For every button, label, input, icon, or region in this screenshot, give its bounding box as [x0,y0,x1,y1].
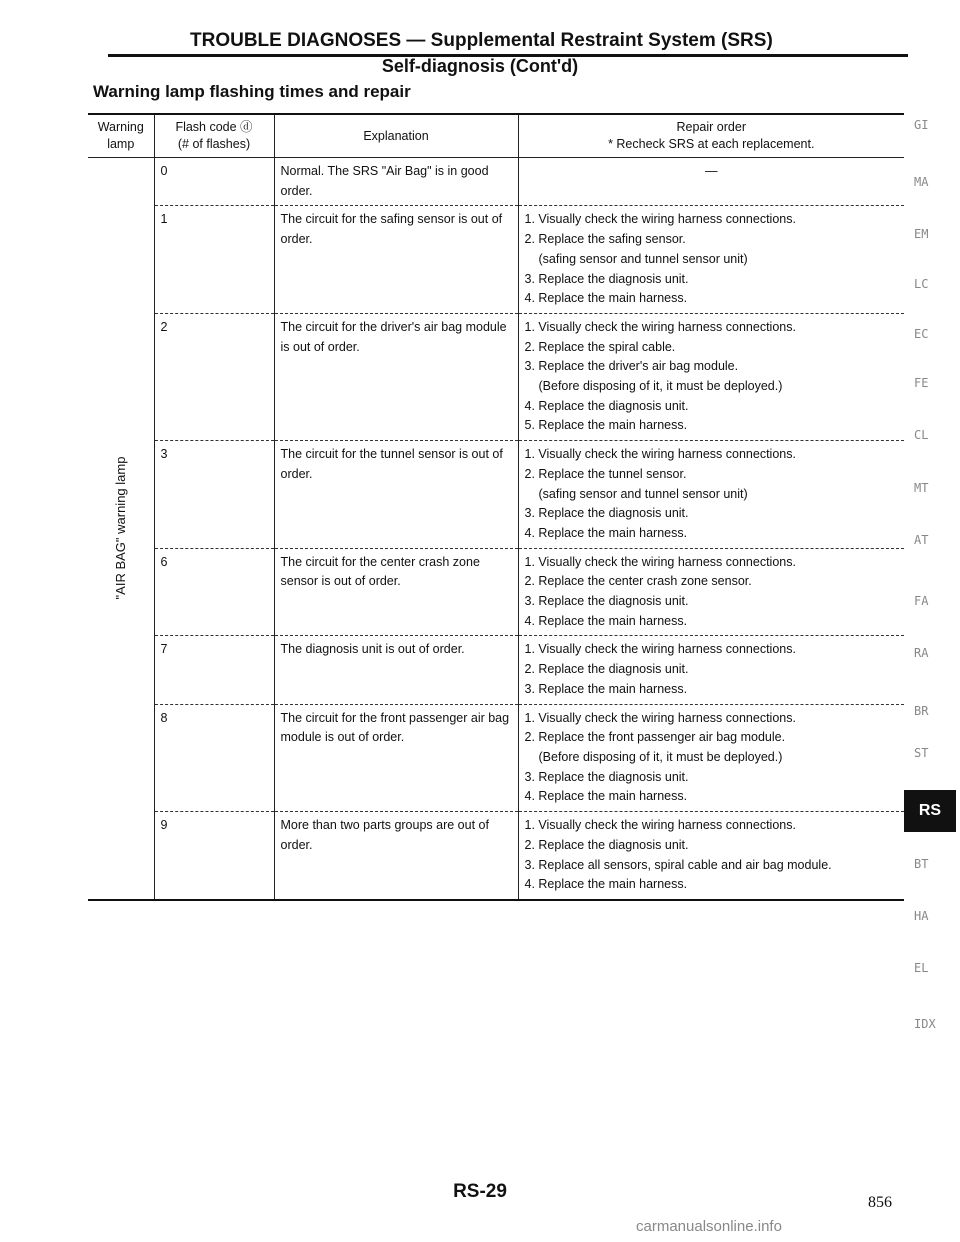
section-tab-ha[interactable]: HA [914,909,929,923]
warning-lamp-label: "AIR BAG" warning lamp [112,457,128,600]
repair-step: 4. Replace the main harness. [524,525,688,540]
section-tab-em[interactable]: EM [914,227,929,241]
repair-step: 2. Replace the front passenger air bag module. [524,730,786,745]
repair-step: 1. Visually check the wiring harness connections. [524,447,796,462]
repair-order-cell [518,548,904,636]
section-tab-bt[interactable]: BT [914,857,929,871]
repair-order-cell [518,441,904,549]
header-repair-order [518,114,904,158]
section-tab-fa[interactable]: FA [914,594,929,608]
header-repair-line1: Repair order [676,120,746,134]
repair-step: 1. Visually check the wiring harness connections. [524,212,796,227]
repair-order-cell [518,812,904,900]
header-explanation: Explanation [274,114,518,158]
explanation-cell: The circuit for the front passenger air bag module is out of order. [274,704,518,812]
section-tab-at[interactable]: AT [914,533,929,547]
repair-step: (safing sensor and tunnel sensor unit) [538,251,748,266]
page-title: TROUBLE DIAGNOSES — Supplemental Restraint System (SRS) [190,30,773,51]
header-flash-code-line2: (# of flashes) [177,137,251,151]
flash-code-table [88,113,904,901]
repair-step: 4. Replace the main harness. [524,877,688,892]
page-number: RS-29 [453,1181,507,1202]
header-flash-code-line1: Flash code ⓓ [175,120,253,134]
repair-step: 4. Replace the main harness. [524,789,688,804]
header-warning-lamp: Warning lamp [88,114,154,158]
page-subtitle: Self-diagnosis (Cont'd) [381,56,579,76]
table-body [88,158,904,900]
header-flash-code [154,114,274,158]
explanation-cell: The circuit for the safing sensor is out of order. [274,206,518,314]
repair-step: 2. Replace the safing sensor. [524,232,686,247]
section-tab-ra[interactable]: RA [914,646,929,660]
section-tab-st[interactable]: ST [914,746,929,760]
flash-code-cell: 2 [154,313,274,440]
section-tab-br[interactable]: BR [914,704,929,718]
repair-step: 1. Visually check the wiring harness connections. [524,710,796,725]
repair-order-cell [518,206,904,314]
header-repair-line2: * Recheck SRS at each replacement. [608,137,815,151]
section-heading: Warning lamp flashing times and repair [93,82,411,101]
repair-step: — [705,164,718,178]
explanation-cell: The circuit for the driver's air bag module is out of order. [274,313,518,440]
section-tab-rs[interactable]: RS [904,790,956,832]
table-row [88,548,904,636]
section-tab-mt[interactable]: MT [914,481,929,495]
repair-step: 3. Replace the diagnosis unit. [524,769,689,784]
explanation-cell: Normal. The SRS "Air Bag" is in good order. [274,158,518,206]
watermark: carmanualsonline.info [636,1218,782,1235]
table-row [88,158,904,206]
section-tab-el[interactable]: EL [914,961,929,975]
repair-step: 4. Replace the main harness. [524,613,688,628]
table-row [88,636,904,704]
table-row [88,704,904,812]
table-row [88,441,904,549]
flash-code-cell: 0 [154,158,274,206]
repair-step: 2. Replace the diagnosis unit. [524,837,689,852]
section-tab-ec[interactable]: EC [914,327,929,341]
repair-step: 4. Replace the main harness. [524,291,688,306]
repair-step: 2. Replace the diagnosis unit. [524,662,689,677]
repair-step: 3. Replace the driver's air bag module. [524,359,739,374]
repair-step: 1. Visually check the wiring harness connections. [524,818,796,833]
flash-code-cell: 6 [154,548,274,636]
repair-step: 4. Replace the diagnosis unit. [524,398,689,413]
repair-step: 2. Replace the center crash zone sensor. [524,574,752,589]
table-row [88,313,904,440]
repair-step: 2. Replace the spiral cable. [524,339,676,354]
repair-step: 2. Replace the tunnel sensor. [524,466,687,481]
flash-code-cell: 1 [154,206,274,314]
section-tab-lc[interactable]: LC [914,277,929,291]
repair-step: 1. Visually check the wiring harness connections. [524,319,796,334]
repair-step: 1. Visually check the wiring harness connections. [524,642,796,657]
repair-step: (safing sensor and tunnel sensor unit) [538,486,748,501]
explanation-cell: The circuit for the tunnel sensor is out of order. [274,441,518,549]
explanation-cell: The circuit for the center crash zone sensor is out of order. [274,548,518,636]
repair-step: 3. Replace the diagnosis unit. [524,506,689,521]
section-tab-cl[interactable]: CL [914,428,929,442]
table-row [88,206,904,314]
repair-step: 3. Replace the diagnosis unit. [524,594,689,609]
repair-step: 5. Replace the main harness. [524,418,688,433]
flash-code-cell: 3 [154,441,274,549]
repair-order-cell [518,704,904,812]
flash-code-cell: 9 [154,812,274,900]
repair-step: (Before disposing of it, it must be deployed.) [538,749,783,764]
section-tab-gi[interactable]: GI [914,118,929,132]
explanation-cell: More than two parts groups are out of order. [274,812,518,900]
repair-step: (Before disposing of it, it must be deployed.) [538,379,783,394]
section-tab-ma[interactable]: MA [914,175,929,189]
table-header-row [88,114,904,158]
page-count: 856 [868,1194,892,1211]
repair-order-cell [518,636,904,704]
section-tab-idx[interactable]: IDX [914,1017,936,1031]
explanation-cell: The diagnosis unit is out of order. [274,636,518,704]
repair-order-cell [518,313,904,440]
repair-order-cell [518,158,904,206]
repair-step: 3. Replace the diagnosis unit. [524,271,689,286]
repair-step: 1. Visually check the wiring harness connections. [524,554,796,569]
repair-step: 3. Replace the main harness. [524,681,688,696]
flash-code-cell: 7 [154,636,274,704]
table-row [88,812,904,900]
repair-step: 3. Replace all sensors, spiral cable and air bag module. [524,857,832,872]
flash-code-cell: 8 [154,704,274,812]
warning-lamp-cell [88,158,154,900]
section-tab-fe[interactable]: FE [914,376,929,390]
